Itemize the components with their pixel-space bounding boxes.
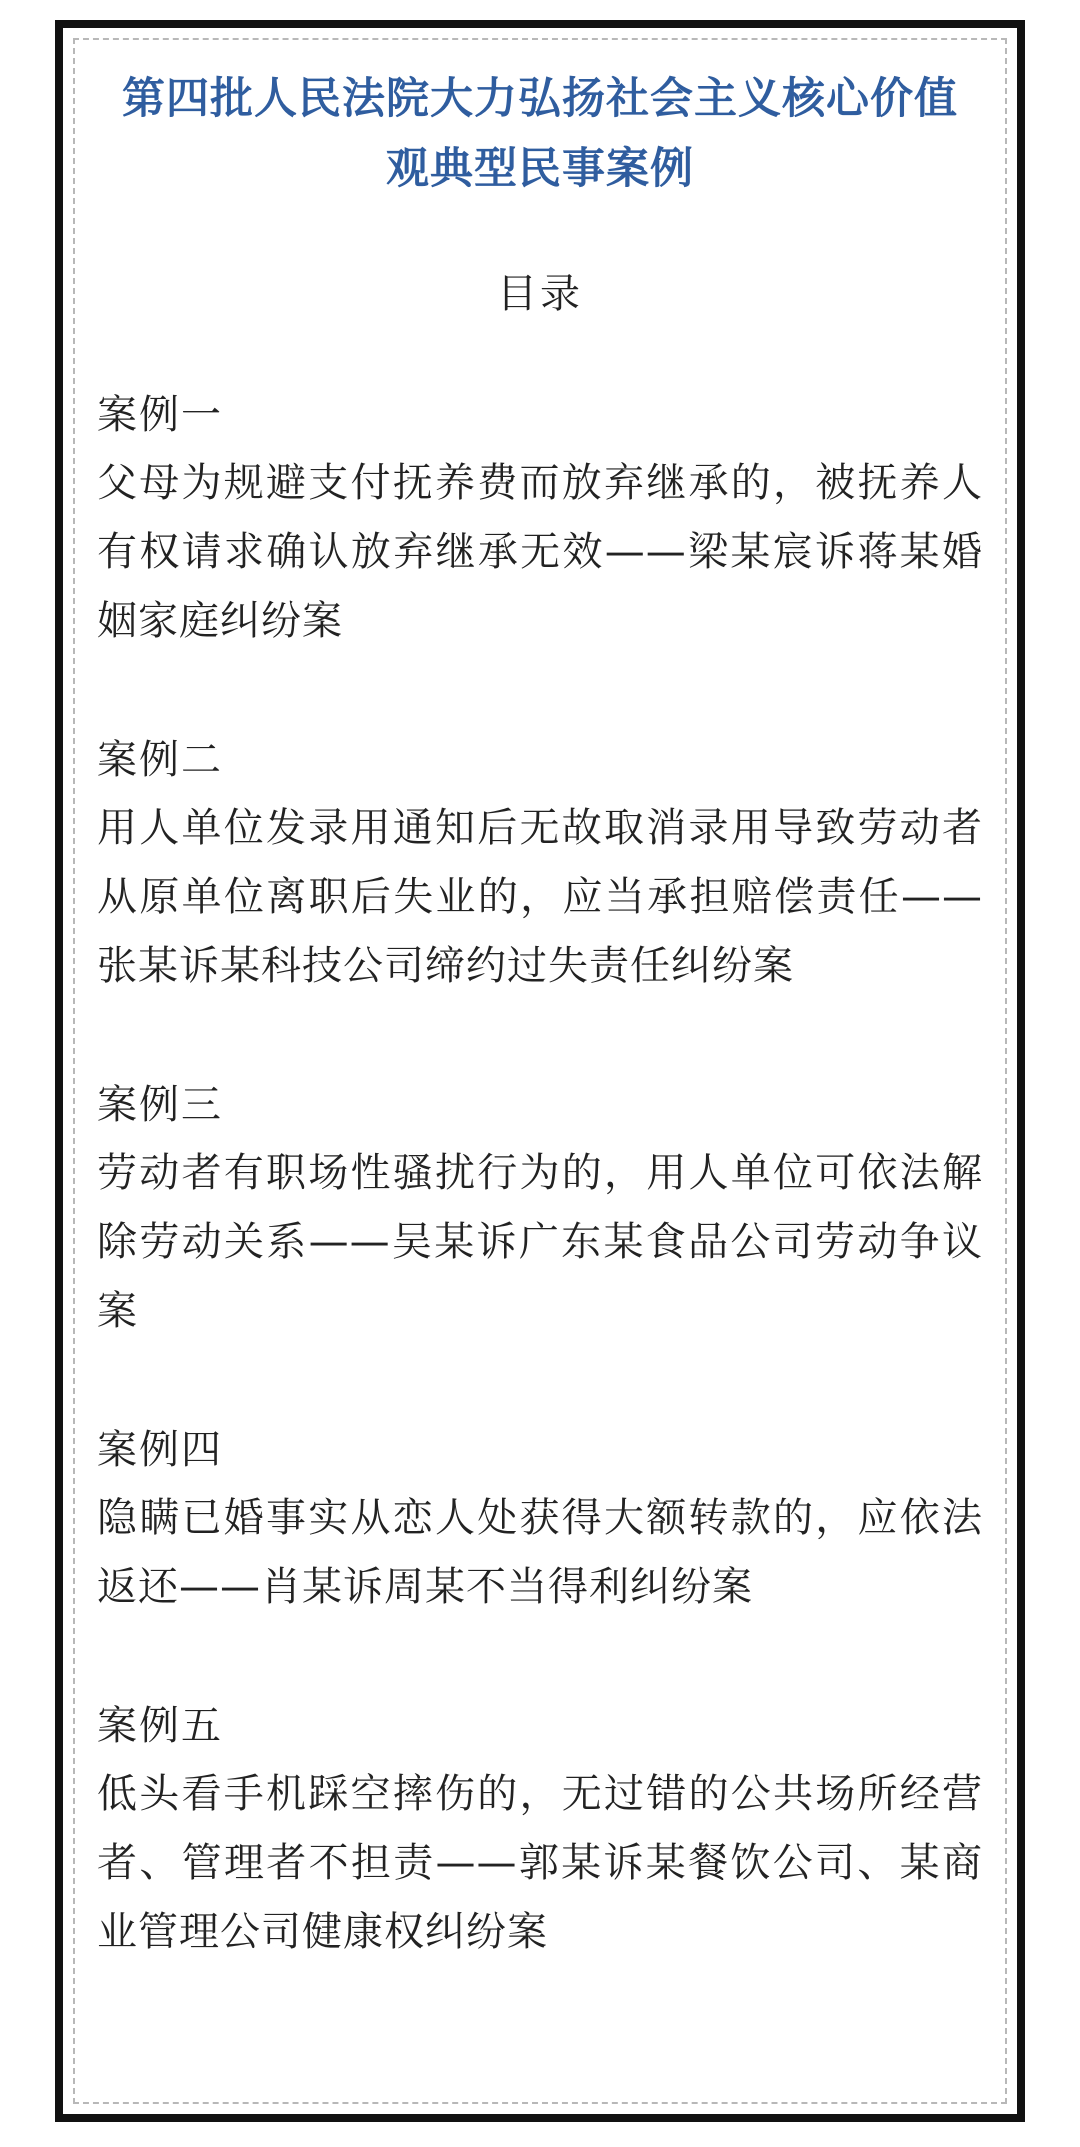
document-frame — [55, 20, 1025, 2122]
case-item-3 — [97, 1071, 983, 1346]
title-line-2: 观典型民事案例 — [386, 144, 694, 194]
case-description: 用人单位发录用通知后无故取消录用导致劳动者从原单位离职后失业的，应当承担赔偿责任——张某诉某科技公司缔约过失责任纠纷案 — [97, 805, 983, 989]
document-title — [97, 64, 983, 204]
case-label: 案例二 — [97, 737, 223, 783]
case-description: 低头看手机踩空摔伤的，无过错的公共场所经营者、管理者不担责——郭某诉某餐饮公司、某商业管理公司健康权纠纷案 — [97, 1771, 983, 1955]
case-label: 案例四 — [97, 1427, 223, 1473]
document-content — [97, 64, 983, 2037]
case-description: 隐瞒已婚事实从恋人处获得大额转款的，应依法返还——肖某诉周某不当得利纠纷案 — [97, 1495, 983, 1610]
case-label: 案例五 — [97, 1703, 223, 1749]
case-item-1 — [97, 381, 983, 656]
toc-heading: 目录 — [497, 271, 583, 317]
title-line-1: 第四批人民法院大力弘扬社会主义核心价值 — [122, 74, 958, 124]
case-label: 案例三 — [97, 1082, 223, 1128]
case-description: 父母为规避支付抚养费而放弃继承的，被抚养人有权请求确认放弃继承无效——梁某宸诉蒋某婚姻家庭纠纷案 — [97, 460, 983, 644]
case-item-2 — [97, 726, 983, 1001]
case-item-4 — [97, 1416, 983, 1622]
case-item-5 — [97, 1692, 983, 1967]
case-description: 劳动者有职场性骚扰行为的，用人单位可依法解除劳动关系——吴某诉广东某食品公司劳动争议案 — [97, 1150, 983, 1334]
case-label: 案例一 — [97, 392, 223, 438]
